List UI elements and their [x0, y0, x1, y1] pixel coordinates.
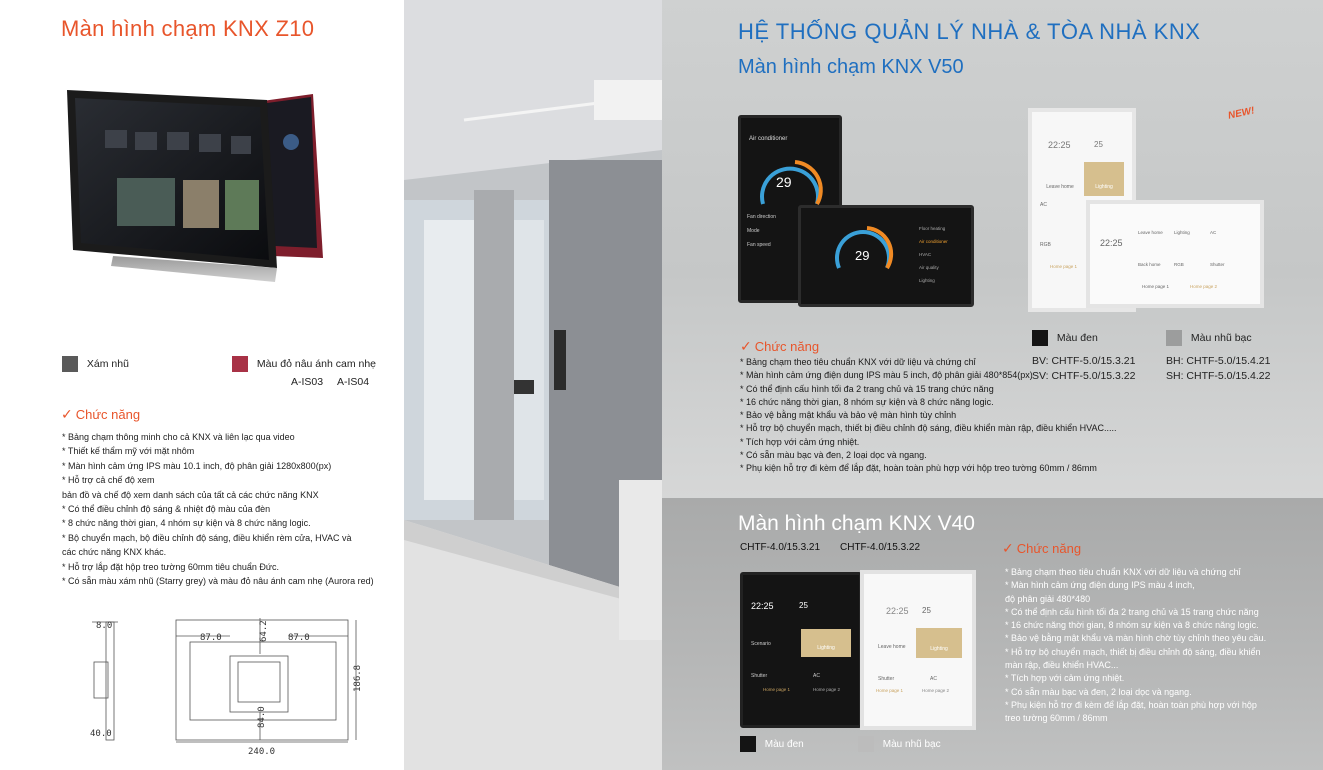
z10-panel: [0, 0, 404, 770]
feature-item: * Hỗ trợ cả chế độ xem: [62, 475, 155, 486]
feature-item: * Có thể định cấu hình tối đa 2 trang chủ và 15 trang chức năng: [1005, 606, 1259, 617]
feature-item: * Phụ kiện hỗ trợ đi kèm để lắp đặt, hoàn toàn phù hợp với hộp treo tường 60mm / 86mm: [740, 463, 1097, 474]
feature-item: * 8 chức năng thời gian, 4 nhóm sự kiện và 8 chức năng logic.: [62, 518, 311, 529]
main-title: HỆ THỐNG QUẢN LÝ NHÀ & TÒA NHÀ KNX: [738, 19, 1201, 44]
z10-code-2: A-IS04: [337, 376, 370, 388]
v40-code-1: CHTF-4.0/15.3.21: [740, 542, 821, 553]
dim-total-w: 240.0: [248, 747, 276, 757]
dim-w-mid: 64.2: [259, 620, 269, 642]
feature-item: * Màn hình cảm ứng IPS màu 10.1 inch, độ phân giải 1280x800(px): [62, 460, 332, 471]
feature-item: màn rập, điều khiển HVAC...: [1005, 660, 1119, 671]
z10-product-image: [55, 80, 345, 320]
feature-item: * Bộ chuyển mạch, bộ điều chỉnh độ sáng, điều khiển rèm cửa, HVAC và: [62, 532, 352, 543]
v40-panel: [662, 498, 1323, 770]
v50-title: Màn hình chạm KNX V50: [738, 56, 964, 78]
dim-w-right: 87.0: [288, 633, 310, 643]
feature-item: * Bảng chạm thông minh cho cả KNX và liên lạc qua video: [62, 432, 295, 442]
feature-item: * Tích hợp với cảm ứng nhiệt.: [1005, 673, 1125, 684]
feature-item: độ phân giải 480*480: [1005, 593, 1091, 604]
v50-legend-silver: Màu nhũ bạc: [1166, 330, 1252, 346]
feature-item: * 16 chức năng thời gian, 8 nhóm sự kiện và 8 chức năng logic.: [740, 396, 994, 407]
dim-side-bottom: 40.0: [90, 729, 112, 739]
color-swatch: [1166, 330, 1182, 346]
feature-item: * Hỗ trợ lắp đặt hộp treo tường 60mm tiêu chuẩn Đức.: [62, 561, 279, 572]
v50-device-white-horizontal: 22:25 Leave home Lighting AC Back home RGB Shutter Home page 1 Home page 2: [1086, 200, 1264, 308]
new-badge: NEW!: [1227, 105, 1256, 122]
color-swatch: [1032, 330, 1048, 346]
v50-codes-silver: BH: CHTF-5.0/15.4.21 SH: CHTF-5.0/15.4.22: [1166, 355, 1271, 382]
feature-item: * Thiết kế thẩm mỹ với mặt nhôm: [62, 446, 195, 457]
v40-legend-silver: Màu nhũ bạc: [858, 736, 941, 752]
v40-title: Màn hình chạm KNX V40: [738, 512, 975, 535]
color-swatch: [740, 736, 756, 752]
color-swatch: [858, 736, 874, 752]
dim-height: 186.8: [353, 664, 363, 692]
check-icon: ✓: [740, 338, 752, 354]
v50-device-white-vertical: 22:25 25 Leave home Lighting AC RGB Home page 1: [1028, 108, 1136, 312]
feature-item: * Tích hợp với cảm ứng nhiệt.: [740, 436, 860, 447]
z10-features-list: [62, 430, 392, 588]
dim-side-top: 8.0: [96, 621, 113, 631]
v50-device-black-horizontal: 29 Floor heating Air conditioner HVAC Air quality Lighting: [798, 205, 974, 307]
feature-item: * Có sẵn màu bạc và đen, 2 loại dọc và ngang.: [1005, 686, 1192, 697]
color-swatch: [232, 356, 248, 372]
feature-item: * 16 chức năng thời gian, 8 nhóm sự kiện và 8 chức năng logic.: [1005, 620, 1259, 631]
feature-item: * Hỗ trợ bộ chuyển mạch, thiết bị điều chỉnh độ sáng, điều khiển: [1005, 646, 1261, 657]
dim-w-left: 87.0: [200, 633, 222, 643]
feature-item: * Có sẵn màu xám nhũ (Starry grey) và màu đỏ nâu ánh cam nhẹ (Aurora red): [62, 576, 374, 587]
feature-item: * Có thể định cấu hình tối đa 2 trang chủ và 15 trang chức năng: [740, 383, 994, 394]
v40-legend-black: Màu đen: [740, 736, 804, 752]
feature-item: * Có sẵn màu bạc và đen, 2 loại dọc và ngang.: [740, 450, 927, 461]
v50-panel: [662, 0, 1323, 498]
feature-item: * Bảng chạm theo tiêu chuẩn KNX với dữ liệu và chứng chỉ: [1005, 567, 1241, 577]
v40-device-white: 22:25 25 Leave home Lighting Shutter AC Home page 1 Home page 2: [860, 570, 976, 730]
v50-legend-black: Màu đen: [1032, 330, 1098, 346]
dim-inner-h: 84.0: [257, 706, 267, 728]
color-swatch: [62, 356, 78, 372]
v50-features-title: ✓ Chức năng: [740, 338, 820, 354]
v40-code-2: CHTF-4.0/15.3.22: [840, 542, 921, 553]
z10-color-red: Màu đỏ nâu ánh cam nhẹ: [232, 356, 376, 372]
check-icon: ✓: [61, 406, 73, 422]
v40-features-list: [1005, 566, 1305, 726]
v50-features-list: [740, 356, 1180, 476]
feature-item: bản đồ và chế độ xem danh sách của tất cả các chức năng KNX: [62, 489, 319, 500]
feature-item: * Có thể điều chỉnh độ sáng & nhiệt độ màu của đèn: [62, 504, 271, 515]
v40-features-title: ✓ Chức năng: [1002, 540, 1082, 556]
feature-item: * Hỗ trợ bộ chuyển mạch, thiết bị điều chỉnh độ sáng, điều khiển màn rập, điều khiển HVAC.....: [740, 423, 1117, 434]
v50-device-black-vertical: Air conditioner 29 Fan direction Mode Fan speed: [738, 115, 842, 303]
check-icon: ✓: [1002, 540, 1014, 556]
feature-item: * Bảo vệ bằng mật khẩu và màn hình chờ tùy chỉnh theo yêu cầu.: [1005, 633, 1267, 644]
feature-item: treo tường 60mm / 86mm: [1005, 713, 1108, 724]
feature-item: * Phụ kiện hỗ trợ đi kèm để lắp đặt, hoàn toàn phù hợp với hộp: [1005, 699, 1257, 710]
interior-photo: [404, 0, 662, 770]
v50-codes-black: BV: CHTF-5.0/15.3.21 SV: CHTF-5.0/15.3.22: [1032, 355, 1136, 382]
feature-item: * Bảo vệ bằng mật khẩu và bảo vệ màn hình tùy chỉnh: [740, 410, 957, 421]
z10-technical-drawing: [70, 612, 400, 762]
feature-item: * Bảng chạm theo tiêu chuẩn KNX với dữ liệu và chứng chỉ: [740, 357, 976, 367]
feature-item: * Màn hình cảm ứng điện dung IPS màu 5 inch, độ phân giải 480*854(px): [740, 370, 1033, 381]
feature-item: * Màn hình cảm ứng điện dung IPS màu 4 inch,: [1005, 580, 1195, 591]
z10-title: Màn hình chạm KNX Z10: [61, 16, 315, 41]
z10-features-title: ✓ Chức năng: [61, 406, 141, 422]
feature-item: các chức năng KNX khác.: [62, 547, 167, 558]
z10-color-grey: Xám nhũ: [62, 356, 129, 372]
v40-device-black: 22:25 25 Scenario Lighting Shutter AC Home page 1 Home page 2: [740, 572, 862, 728]
z10-code-1: A-IS03: [291, 376, 324, 388]
